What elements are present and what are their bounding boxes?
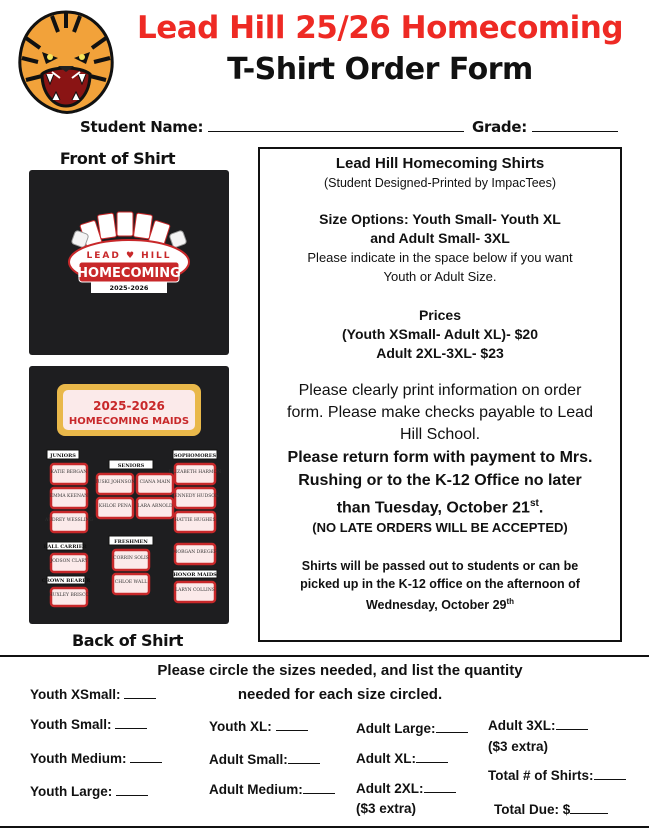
group-freshmen: FRESHMEN [114, 539, 148, 545]
prices-title: Prices [418, 307, 462, 323]
youth-xl-qty[interactable] [276, 718, 308, 731]
youth-medium-qty[interactable] [130, 750, 162, 763]
order-section-divider [0, 655, 649, 657]
maid-huxley: HUXLEY BRISCO [48, 593, 90, 598]
print-line3: Hill School. [399, 426, 481, 443]
maid-audrey: AUDREY WESSLING [44, 518, 94, 523]
form-title-line2: T-Shirt Order Form [227, 52, 533, 87]
no-late-orders: (NO LATE ORDERS WILL BE ACCEPTED) [312, 520, 568, 536]
adult-3xl-label: Adult 3XL: [488, 718, 556, 733]
group-crown-bearer: CROWN BEARER [41, 578, 91, 584]
youth-small-field[interactable] [30, 716, 147, 732]
maid-ciana: CIANA MAIN [139, 480, 171, 485]
adult-large-qty[interactable] [436, 720, 468, 733]
total-shirts-qty[interactable] [594, 767, 626, 780]
return-line3-text: than Tuesday, October 21 [336, 499, 530, 517]
maid-tuski: TUSKI JOHNSON [94, 480, 136, 485]
info-title: Lead Hill Homecoming Shirts [335, 155, 545, 172]
return-line1: Please return form with payment to Mrs. [287, 449, 593, 466]
indicate-line1: Please indicate in the space below if you want [307, 250, 573, 265]
adult-small-qty[interactable] [288, 751, 320, 764]
maid-elizabeth: ELIZABETH HARMON [168, 470, 222, 475]
group-ball-carrier: BALL CARRIER [43, 544, 87, 550]
front-sign-main: HOMECOMING [77, 266, 181, 281]
order-instruction-line2: needed for each size circled. [237, 686, 443, 703]
student-name-field[interactable] [80, 118, 470, 136]
maid-khloe: KHLOE PENA [98, 504, 132, 509]
adult-2xl-qty[interactable] [424, 780, 456, 793]
youth-small-label: Youth Small: [30, 717, 112, 732]
total-due-amount[interactable] [570, 801, 608, 814]
pickup-line3 [260, 593, 620, 614]
info-box [258, 147, 622, 642]
maid-laryn: LARYN COLLINS [175, 588, 215, 593]
adult-2xl-field[interactable] [356, 780, 456, 796]
front-sign-word2: HILL [141, 251, 172, 261]
adult-3xl-extra: ($3 extra) [488, 739, 549, 754]
adult-2xl-label: Adult 2XL: [356, 781, 424, 796]
price-line2: Adult 2XL-3XL- $23 [376, 345, 504, 361]
front-caption: Front of Shirt [59, 149, 176, 168]
form-title-line1: Lead Hill 25/26 Homecoming [136, 10, 624, 46]
pickup-line3-sup: th [506, 597, 515, 607]
student-name-label: Student Name: [80, 118, 204, 136]
youth-xsmall-qty[interactable] [124, 686, 156, 699]
maid-morgan: MORGAN DREGER [172, 550, 218, 555]
maid-lara: LARA ARNOLD [137, 504, 173, 509]
print-line2: form. Please make checks payable to Lead [287, 404, 593, 421]
grade-label: Grade: [472, 118, 527, 136]
back-shirt-image [29, 366, 229, 624]
maid-kennedy: KENNEDY HUDSON [171, 494, 219, 499]
adult-xl-label: Adult XL: [356, 751, 416, 766]
adult-medium-field[interactable] [209, 781, 335, 797]
back-marquee-line1: 2025-2026 [93, 399, 165, 413]
youth-xl-field[interactable] [209, 718, 308, 734]
maid-emma: EMMA KEENAN [49, 494, 89, 499]
adult-2xl-extra: ($3 extra) [356, 801, 417, 816]
group-honor-maids: HONOR MAIDS [173, 572, 217, 578]
price-line1: (Youth XSmall- Adult XL)- $20 [341, 326, 538, 342]
youth-large-field[interactable] [30, 783, 148, 799]
youth-medium-label: Youth Medium: [30, 751, 127, 766]
adult-xl-field[interactable] [356, 750, 448, 766]
svg-text:LEAD ♥ HILL: LEAD ♥ HILL [86, 251, 172, 261]
group-sophomores: SOPHOMORES [173, 453, 217, 459]
back-marquee-line2: HOMECOMING MAIDS [68, 416, 190, 427]
maid-jodson: JODSON CLARY [50, 559, 88, 564]
pickup-line1: Shirts will be passed out to students or can be [301, 559, 579, 574]
maid-hattie: HATTIE HUGHES [174, 518, 216, 523]
adult-large-field[interactable] [356, 720, 468, 736]
size-options-line2: and Adult Small- 3XL [370, 230, 510, 246]
front-shirt-image [29, 170, 229, 355]
grade-field[interactable] [472, 118, 622, 136]
print-line1: Please clearly print information on order [298, 382, 582, 399]
total-shirts-field[interactable] [488, 767, 626, 783]
youth-xl-label: Youth XL: [209, 719, 272, 734]
adult-3xl-field[interactable] [488, 717, 588, 733]
youth-large-label: Youth Large: [30, 784, 113, 799]
adult-large-label: Adult Large: [356, 721, 436, 736]
indicate-line2: Youth or Adult Size. [383, 269, 497, 284]
total-shirts-label: Total # of Shirts: [488, 768, 594, 783]
adult-medium-qty[interactable] [303, 781, 335, 794]
group-seniors: SENIORS [117, 463, 145, 469]
maid-corrin: CORRIN SOLIS [113, 556, 149, 561]
return-line2: Rushing or to the K-12 Office no later [298, 472, 582, 489]
front-sign-years: 2025-2026 [109, 284, 149, 292]
tiger-logo [12, 8, 120, 116]
youth-xsmall-field[interactable] [30, 686, 156, 702]
adult-small-label: Adult Small: [209, 752, 288, 767]
grade-line[interactable] [532, 129, 618, 132]
adult-xl-qty[interactable] [416, 750, 448, 763]
pickup-line3-text: Wednesday, October 29 [365, 598, 507, 613]
maid-chloe: CHLOE WALL [114, 580, 148, 585]
adult-3xl-qty[interactable] [556, 717, 588, 730]
adult-medium-label: Adult Medium: [209, 782, 303, 797]
return-line3: than Tuesday, October 21st. [336, 498, 544, 517]
total-due-field[interactable] [494, 801, 608, 817]
back-caption: Back of Shirt [72, 631, 183, 650]
front-sign-word1: LEAD [86, 251, 121, 261]
return-line3-sup: st [529, 498, 539, 509]
bottom-divider [0, 826, 649, 828]
youth-xsmall-label: Youth XSmall: [30, 687, 121, 702]
info-subtitle: (Student Designed-Printed by ImpacTees) [323, 176, 557, 190]
adult-small-field[interactable] [209, 751, 320, 767]
youth-large-qty[interactable] [116, 783, 148, 796]
order-instruction-line1: Please circle the sizes needed, and list the quantity [157, 662, 523, 679]
pickup-line2: picked up in the K-12 office on the afternoon of [300, 577, 580, 592]
total-due-label: Total Due: $ [494, 802, 571, 817]
size-options-line1: Size Options: Youth Small- Youth XL [319, 211, 561, 227]
group-juniors: JUNIORS [50, 453, 76, 459]
maid-katie: KATIE BERGAN [50, 470, 88, 475]
student-name-line[interactable] [208, 129, 464, 132]
youth-medium-field[interactable] [30, 750, 162, 766]
youth-small-qty[interactable] [115, 716, 147, 729]
